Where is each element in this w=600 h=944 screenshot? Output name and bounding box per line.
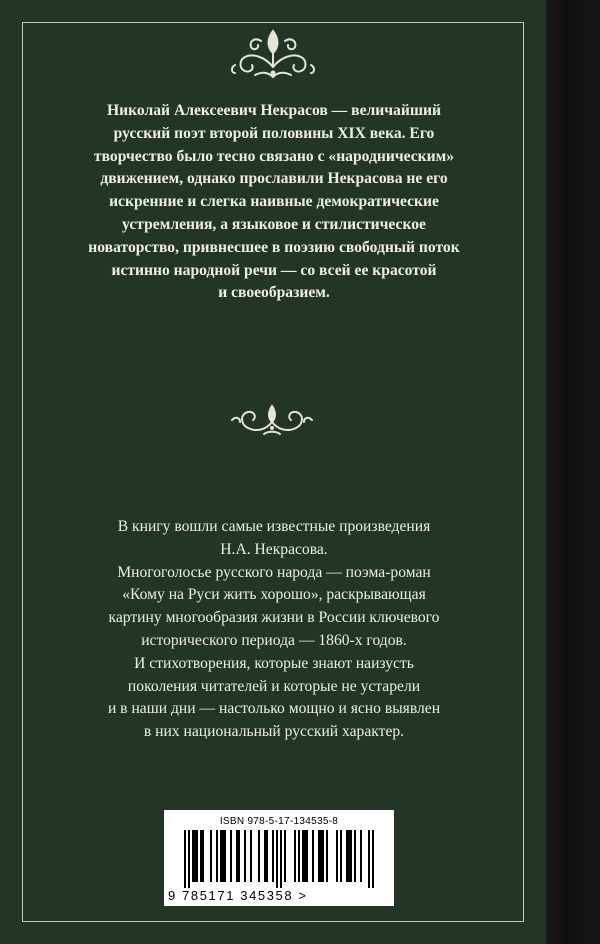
barcode-bar	[302, 830, 304, 882]
barcode-bar	[188, 830, 190, 888]
book-description	[56, 516, 492, 744]
barcode-bar	[312, 830, 314, 882]
barcode-bar	[192, 830, 194, 882]
barcode-bar	[372, 830, 374, 888]
barcode-bar	[216, 830, 218, 882]
description-line: картину многообразия жизни в России ключевого	[108, 609, 440, 627]
barcode-bar	[340, 830, 342, 882]
barcode-bar	[318, 830, 320, 882]
annotation-line: Николай Алексеевич Некрасов — величайший	[107, 102, 441, 119]
barcode-label	[164, 810, 394, 906]
description-line: исторического периода — 1860-х годов.	[141, 631, 407, 649]
barcode-bar	[230, 830, 232, 882]
description-line: и в наши дни — настолько мощно и ясно выявлен	[107, 700, 441, 718]
barcode-bar	[264, 830, 266, 882]
annotation-line: устремления, а языковое и стилистическое	[122, 215, 426, 233]
floral-scroll-icon	[224, 400, 320, 440]
barcode-bar	[258, 830, 260, 882]
barcode-bar	[360, 830, 362, 882]
annotation-line: творчество было тесно связано с «народническим»	[93, 147, 455, 165]
barcode-bar	[298, 830, 300, 882]
barcode-bar	[280, 830, 282, 888]
description-line: В книгу вошли самые известные произведения	[117, 518, 431, 535]
barcode-bar	[348, 830, 350, 882]
barcode-bar	[304, 830, 306, 882]
barcode-bar	[368, 830, 370, 888]
barcode-bar	[336, 830, 338, 882]
barcode-bar	[210, 830, 212, 882]
barcode-bar	[250, 830, 252, 882]
floral-flourish-icon	[225, 27, 321, 83]
barcode-bar	[320, 830, 322, 882]
description-line: Многоголосье русского народа — поэма-роман	[117, 563, 431, 581]
annotation-line: движением, однако прославили Некрасова не его	[100, 170, 448, 188]
barcode-bar	[194, 830, 196, 882]
description-line: «Кому на Руси жить хорошо», раскрывающая	[122, 586, 426, 604]
annotation-line: искренние и слегка наивные демократические	[109, 193, 439, 211]
isbn-number: ISBN 978-5-17-134535-8	[219, 816, 339, 827]
barcode-bar	[284, 830, 286, 882]
author-annotation	[64, 100, 484, 305]
barcode-bar	[220, 830, 222, 882]
barcode-bar	[354, 830, 356, 882]
barcode-icon	[178, 830, 380, 888]
description-line: поколения читателей и которые не устарели	[127, 677, 421, 695]
barcode-bar	[224, 830, 226, 882]
annotation-line: русский поэт второй половины XIX века. Его	[113, 124, 435, 142]
barcode-bar	[196, 830, 198, 882]
description-line: Н.А. Некрасова.	[220, 540, 328, 558]
barcode-bar	[236, 830, 238, 882]
barcode-bar	[202, 830, 204, 882]
barcode-bar	[238, 830, 240, 882]
barcode-bar	[350, 830, 352, 882]
barcode-bar	[326, 830, 328, 882]
barcode-bar	[322, 830, 324, 882]
annotation-line: новаторство, привнесшее в поэзию свободный поток	[88, 238, 460, 256]
barcode-bar	[200, 830, 202, 882]
annotation-line: и своеобразием.	[218, 284, 330, 302]
description-line: И стихотворения, которые знают наизусть	[134, 654, 414, 672]
barcode-bar	[184, 830, 186, 888]
barcode-bar	[222, 830, 224, 882]
description-line: в них национальный русский характер.	[143, 723, 405, 741]
barcode-bar	[346, 830, 348, 882]
barcode-bar	[306, 830, 308, 882]
barcode-bar	[266, 830, 268, 882]
barcode-bar	[276, 830, 278, 888]
annotation-line: истинно народной речи — со всей ее красотой	[111, 261, 437, 279]
barcode-bar	[294, 830, 296, 882]
barcode-bar	[272, 830, 274, 882]
barcode-digits: 9 785171 345358 >	[168, 888, 308, 903]
book-spine	[546, 0, 600, 944]
barcode-bar	[244, 830, 246, 882]
